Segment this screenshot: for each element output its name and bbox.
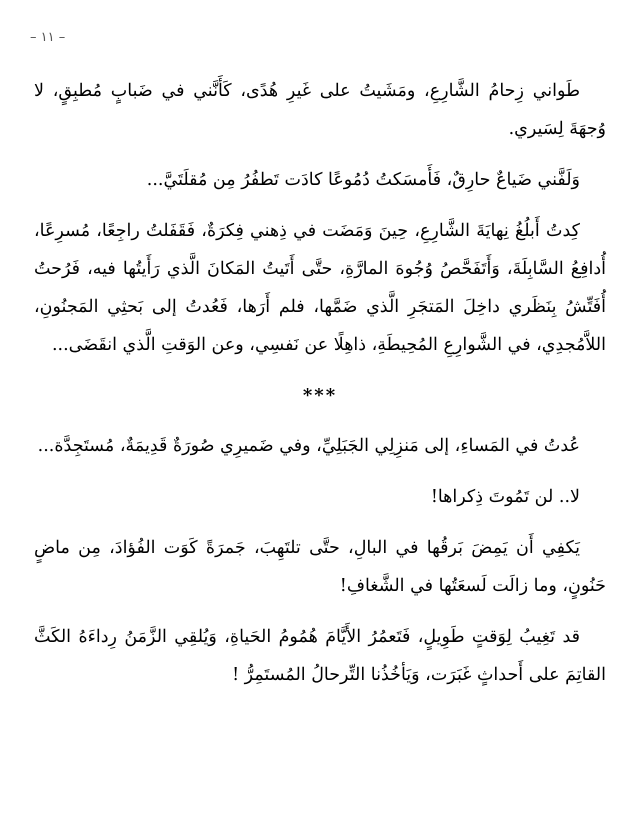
paragraph: كِدتُ أَبلُغُ نِهايَةَ الشَّارِعِ، حِينَ وَمَضَت في ذِهني فِكرَةٌ، فَقَفَلتُ راجِعًا، مُسرِعًا، أُدافِعُ السَّابِلَةَ، وَأَتَفَحَّصُ وُجُوهَ المارَّةِ، حتَّى أَتَيتُ المَكانَ الَّذي رَأَيتُها فيه، فَرُحتُ أُفَتِّشُ بِنَظَري داخِلَ المَتجَرِ الَّذي ضَمَّها، فلم أَرَها، فَعُدتُ إلى بَحثِي المَجنُونِ، اللاَّمُجدِي، في الشَّوارِعِ المُحِيطَةِ، ذاهِلًا عن نَفسِي، وعن الوَقتِ الَّذي انقَضَى...: [34, 221, 606, 355]
paragraph: طَواني زِحامُ الشَّارِعِ، ومَشَيتُ على غَيرِ هُدًى، كَأَنَّني في ضَبابٍ مُطبِقٍ، لا وُجهَةَ لِسَيري.: [34, 81, 606, 139]
paragraph: عُدتُ في المَساءِ، إلى مَنزِلِي الجَبَلِيِّ، وفي ضَميرِي صُورَةٌ قَدِيمَةٌ، مُستَجِدَّة...: [37, 436, 580, 456]
page-number: – ١١ –: [30, 30, 66, 45]
paragraph: يَكفِي أَن يَمِضَ بَرقُها في البالِ، حتَّى تلتَهِبَ، جَمرَةً كَوَت الفُؤادَ، مِن ماضٍ حَنُونٍ، وما زالَت لَسعَتُها في الشَّغافِ!: [34, 538, 606, 596]
paragraph: وَلَفَّني ضَياعٌ حارِقٌ، فَأَمسَكتُ دُمُوعًا كادَت تَطفُرُ مِن مُقلَتَيَّ...: [146, 170, 580, 190]
paragraph: لا.. لن تَمُوتَ ذِكراها!: [430, 487, 580, 507]
section-separator: ***: [302, 385, 338, 406]
paragraph: قد تَغِيبُ لِوَقتٍ طَوِيلٍ، فَتَعمُرُ الأَيَّامَ هُمُومُ الحَياةِ، وَيُلقِي الزَّمَنُ رِداءَهُ الكَثَّ القاتِمَ على أَحداثٍ غَبَرَت، وَيَأخُذُنا التِّرحالُ المُستَمِرُّ !: [34, 627, 606, 685]
body-text: [34, 72, 606, 707]
